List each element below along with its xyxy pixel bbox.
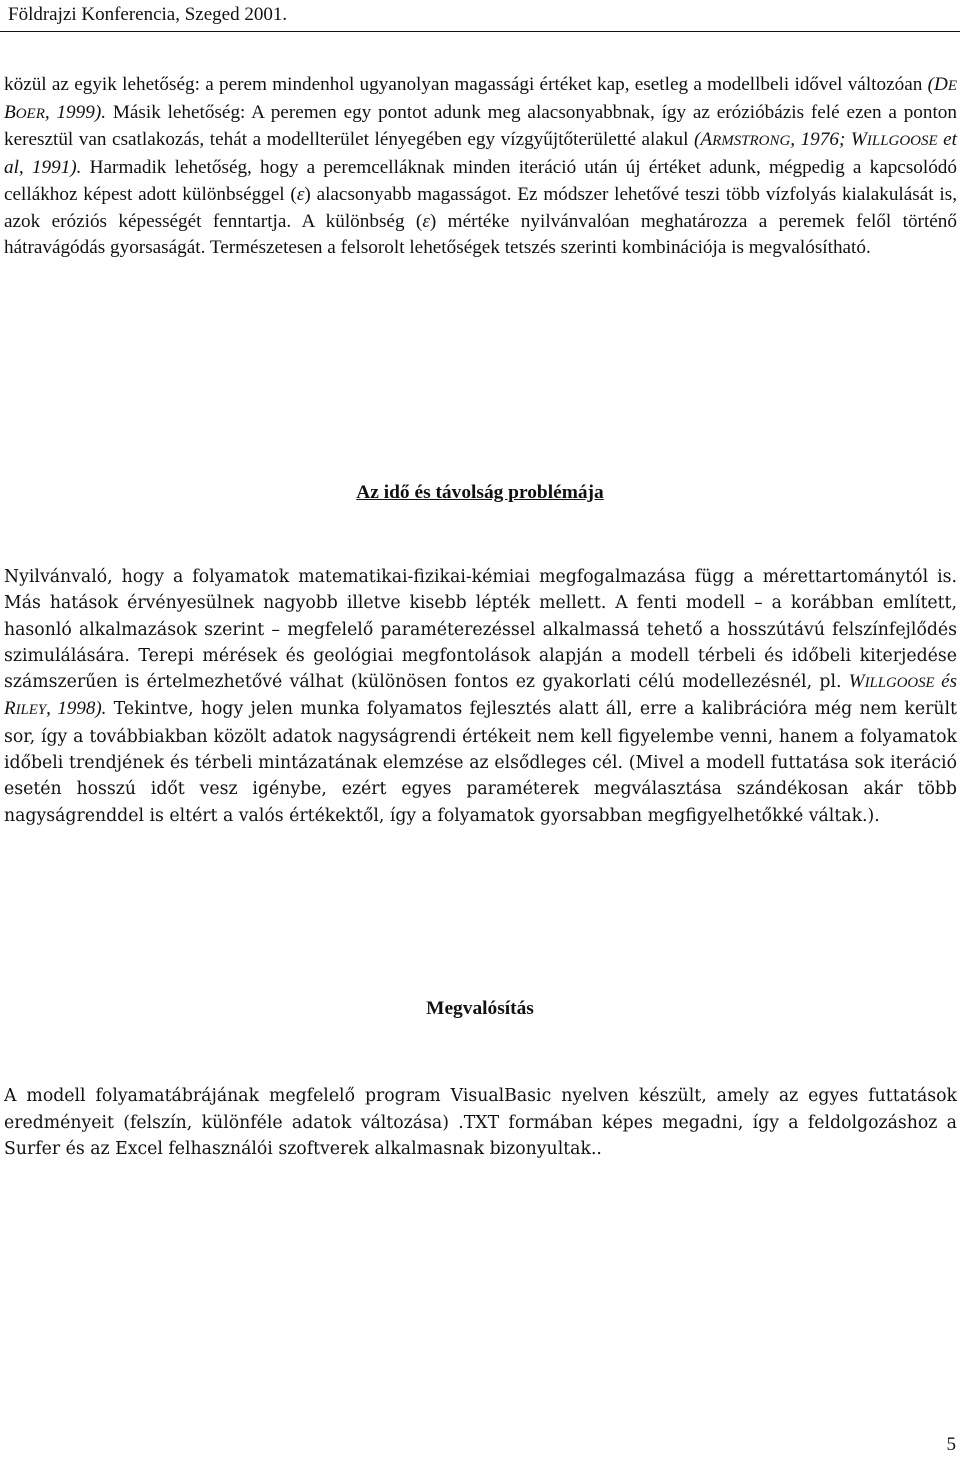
text-run: Harmadik lehetőség, hogy a peremcelláknak minden iteráció után új értéket adunk, mégpedig a kapcsolódó cellákhoz képest adott különbséggel (	[4, 157, 957, 205]
citation-part: ILEY	[15, 702, 47, 719]
paragraph-boundary-conditions	[4, 72, 957, 262]
citation-part: és R	[4, 671, 958, 720]
citation-part: et al, 1991).	[4, 129, 957, 179]
paragraph-scale-problem	[4, 564, 957, 829]
text-run: közül az egyik lehetőség: a perem mindenhol ugyanolyan magassági értéket kap, esetleg a modellbeli idővel változóan	[4, 74, 928, 95]
section-heading-implementation: Megvalósítás	[426, 998, 534, 1019]
citation-part: , 1998).	[46, 698, 107, 720]
epsilon-symbol: ε	[296, 183, 305, 205]
header-rule	[0, 31, 960, 32]
text-run: ) alacsonyabb magasságot. Ez módszer lehetővé teszi több vízfolyás kialakulását is, azok eróziós képességét fenntartja. A különbség (	[4, 183, 957, 232]
section-heading-time-distance	[0, 482, 960, 504]
paragraph-implementation: A modell folyamatábrájának megfelelő program VisualBasic nyelven készült, amely az egyes futtatások eredményeit (felszín, különféle adatok változása) .TXT formában képes megadni, így a feldolgozáshoz a Surfer és az Excel felhasználói szoftverek alkalmasnak bizonyultak..	[4, 1086, 957, 1160]
heading-text: Az idő és távolság problémája	[356, 482, 604, 503]
citation-part: E	[947, 78, 957, 94]
citation-part: , 1976; W	[790, 129, 867, 151]
citation-part: RMSTRONG	[712, 133, 791, 150]
citation-part: W	[848, 671, 865, 693]
epsilon-symbol: ε	[422, 210, 430, 232]
text-run: Nyilvánvaló, hogy a folyamatok matematikai-fizikai-kémiai megfogalmazása függ a mérettartománytól is. Más hatások érvényesülnek nagyobb illetve kisebb lépték mellett. A fenti modell – a korábban említett, hasonló alkalmazások szerint – megfelelő paraméterezéssel alkalmassá tehető a hosszútávú felszínfejlődés szimulálására. Terepi mérések és geológiai megfontolások alapján a modell térbeli és időbeli kiterjedése számszerűen is értelmezhetővé válhat (különösen fontos ez gyakorlati célú modellezésnél, pl.	[4, 567, 957, 693]
citation-part: , 1999).	[44, 101, 107, 123]
citation-part: B	[4, 101, 16, 123]
text-run: Tekintve, hogy jelen munka folyamatos fejlesztés alatt áll, erre a kalibrációra még nem került sor, így a továbbiakban közölt adatok nagyságrendi értékeit nem kell figyelembe venni, hanem a folyamatok időbeli trendjének és térbeli mintázatának elemzése az elsődleges cél. (Mivel a modell futtatása sok iteráció esetén hosszú időt vesz igénybe, ezért egyes paraméterek megválasztása szándékosan akár több nagyságrenddel is eltért a valós értékektől, így a folyamatok gyorsabban megfigyelhetőkké váltak.).	[4, 699, 957, 826]
citation-part: (D	[927, 74, 948, 95]
text-run: ) mértéke nyilvánvalóan meghatározza a peremek felől történő hátravágódás gyorsaságát. Természetesen a felsorolt lehetőségek tetszés szerinti kombinációja is megvalósítható.	[4, 210, 957, 259]
citation-part: (A	[693, 129, 713, 151]
citation-part: ILLGOOSE	[866, 133, 938, 150]
citation-part: OER	[15, 105, 45, 122]
citation-part: ILLGOOSE	[864, 675, 935, 692]
text-run: Másik lehetőség: A peremen egy pontot adunk meg alacsonyabbnak, így az erózióbázis felé ezen a ponton keresztül van csatlakozás, tehát a modellterület lényegében egy vízgyűjtőterületté alakul	[4, 101, 957, 151]
page-number: 5	[946, 1434, 956, 1455]
running-header: Földrajzi Konferencia, Szeged 2001.	[8, 4, 288, 25]
